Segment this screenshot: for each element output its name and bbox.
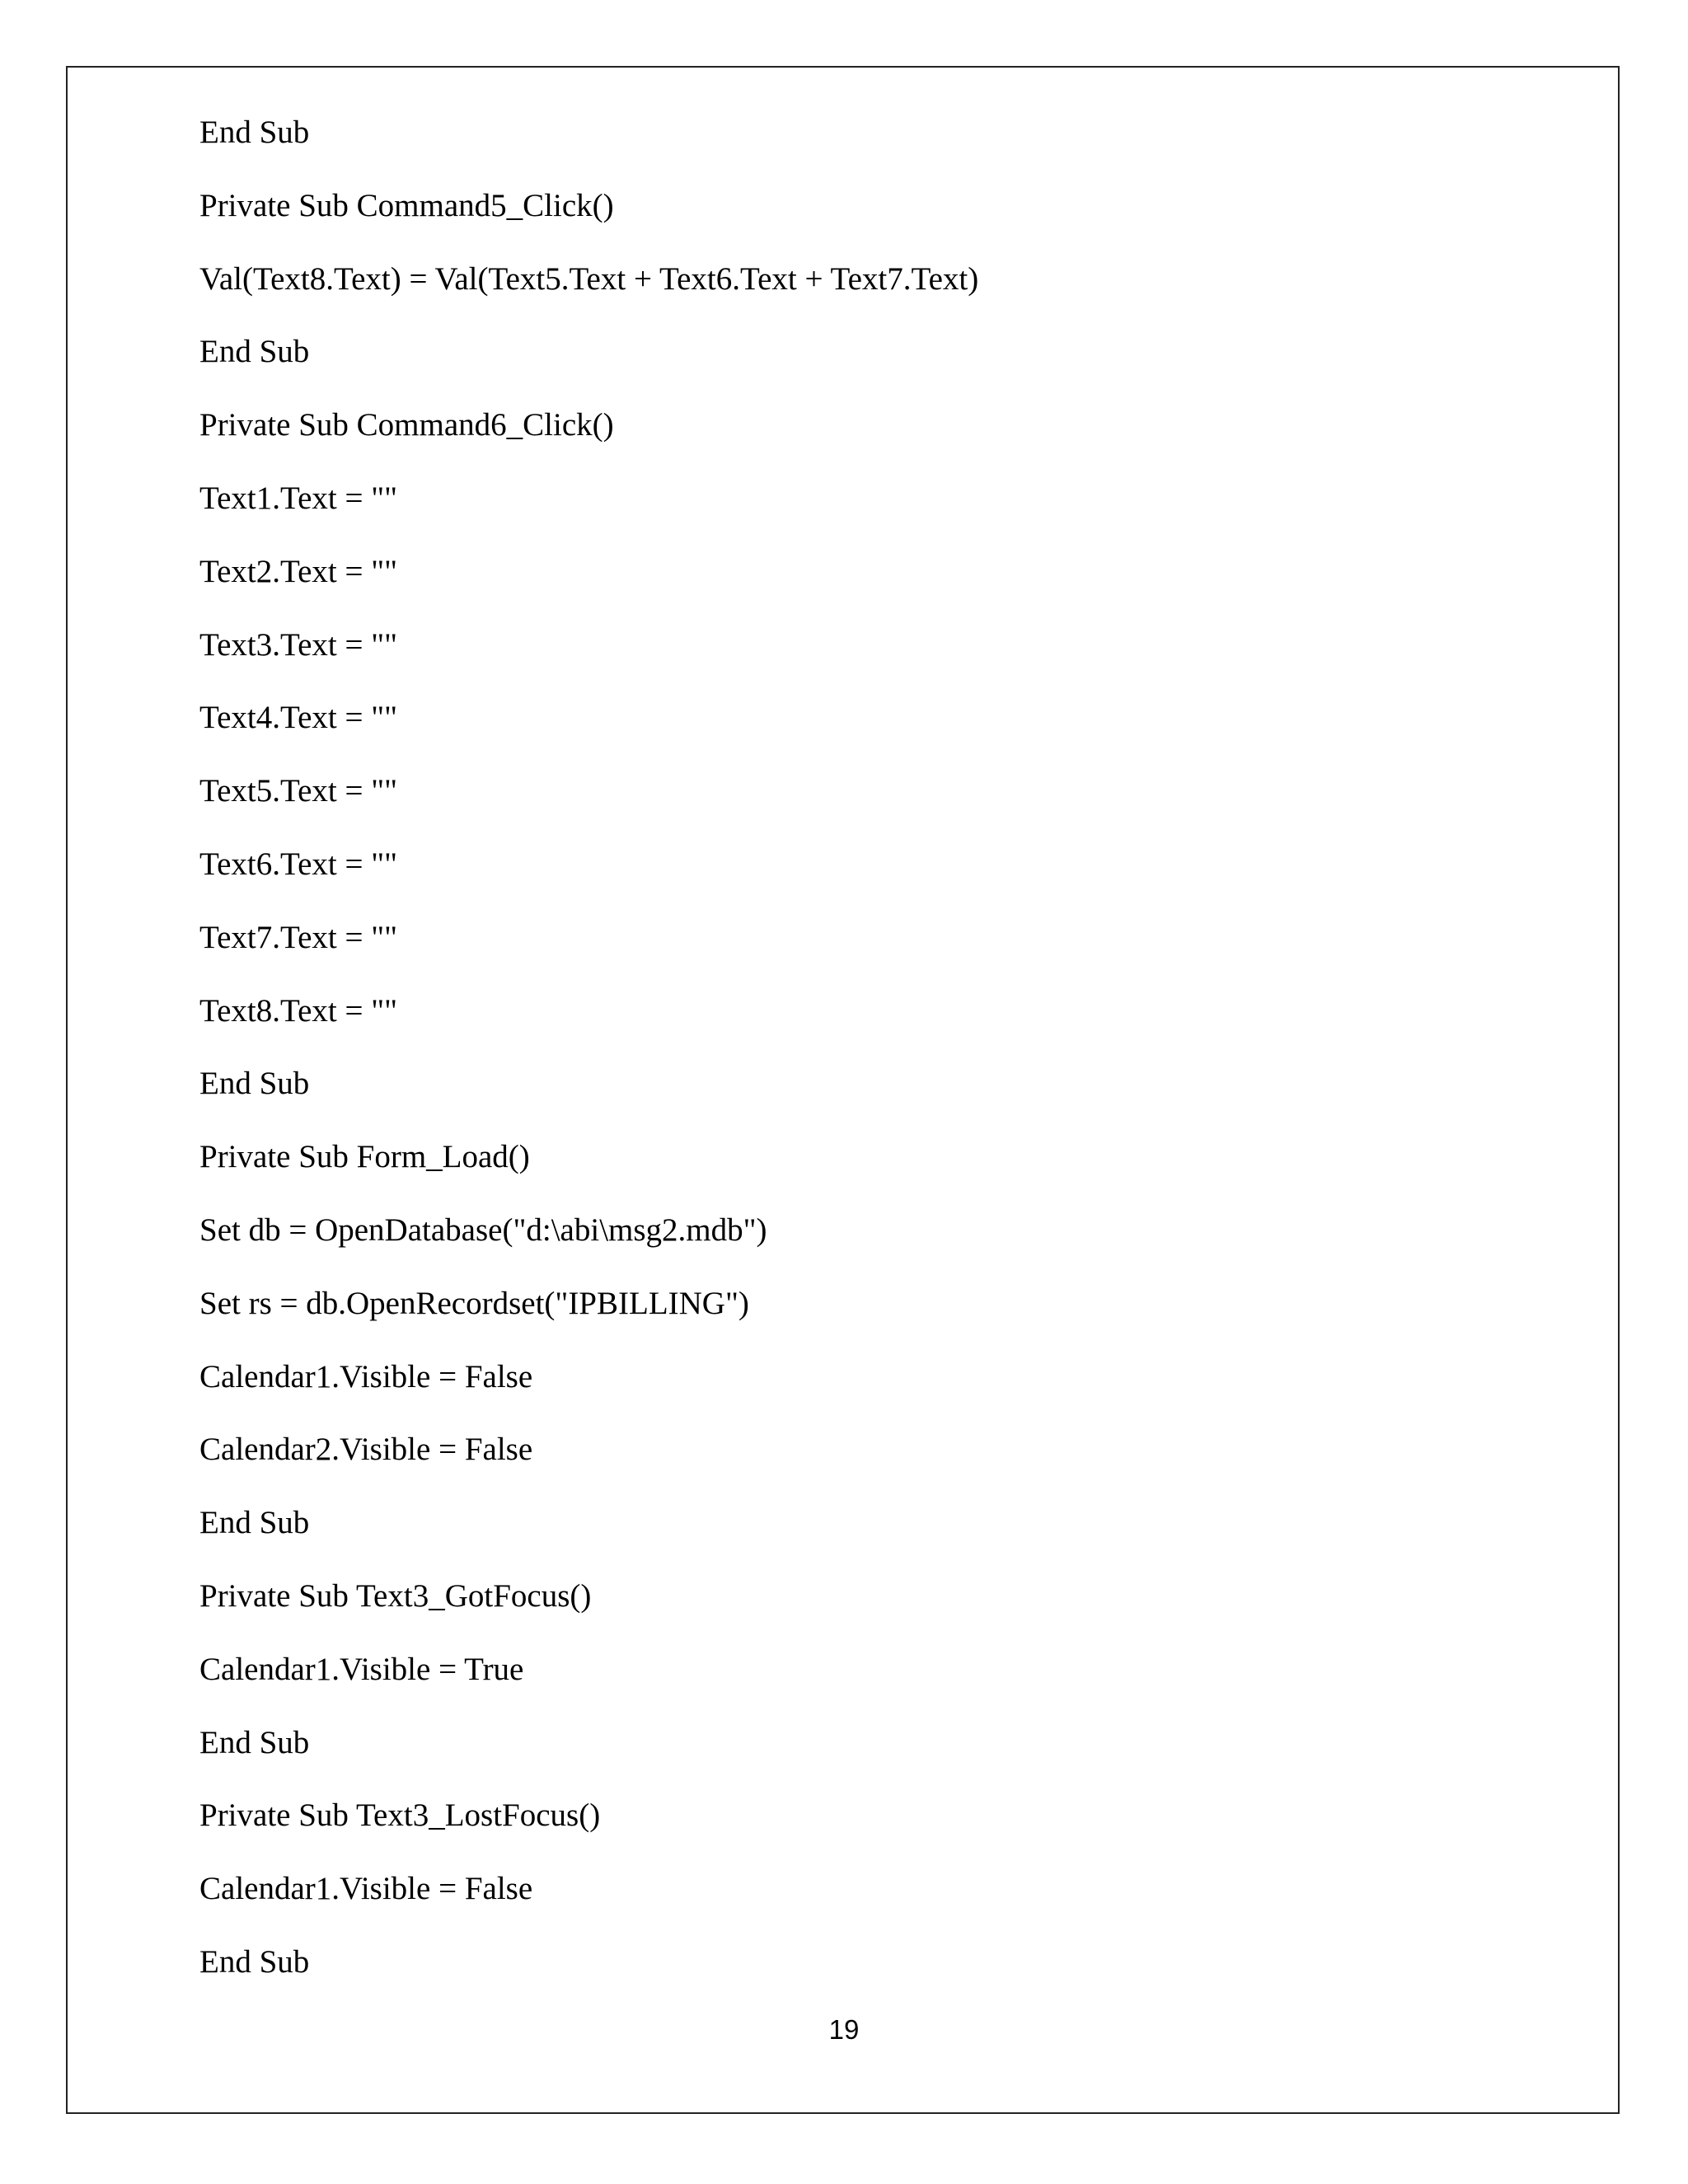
code-line: Text2.Text = "" — [199, 553, 398, 589]
code-line: Text1.Text = "" — [199, 480, 398, 516]
code-line: End Sub — [199, 1066, 310, 1102]
code-line: End Sub — [199, 1943, 310, 1980]
code-line: Text8.Text = "" — [199, 992, 398, 1029]
code-line: Text7.Text = "" — [199, 919, 398, 955]
code-line: Private Sub Form_Load() — [199, 1139, 530, 1175]
code-line: Set rs = db.OpenRecordset("IPBILLING") — [199, 1285, 749, 1321]
code-line: Private Sub Text3_GotFocus() — [199, 1577, 592, 1614]
code-line: Private Sub Command6_Click() — [199, 407, 614, 443]
code-line: Set db = OpenDatabase("d:\abi\msg2.mdb") — [199, 1212, 767, 1248]
page-number: 19 — [828, 2014, 860, 2045]
code-line: Calendar2.Visible = False — [199, 1432, 533, 1468]
code-listing — [199, 110, 978, 2013]
code-line: Private Sub Command5_Click() — [199, 187, 614, 223]
code-line: End Sub — [199, 1724, 310, 1760]
code-line: Text6.Text = "" — [199, 846, 398, 882]
code-line: Text4.Text = "" — [199, 700, 398, 736]
code-line: End Sub — [199, 1505, 310, 1541]
code-line: Calendar1.Visible = True — [199, 1651, 524, 1687]
code-line: End Sub — [199, 115, 310, 150]
code-line: Text3.Text = "" — [199, 626, 398, 663]
code-line: Private Sub Text3_LostFocus() — [199, 1797, 601, 1834]
code-line: Calendar1.Visible = False — [199, 1358, 533, 1394]
code-line: End Sub — [199, 334, 310, 370]
code-line: Text5.Text = "" — [199, 773, 398, 809]
code-line: Calendar1.Visible = False — [199, 1871, 533, 1907]
code-line: Val(Text8.Text) = Val(Text5.Text + Text6.Text + Text7.Text) — [199, 260, 979, 297]
